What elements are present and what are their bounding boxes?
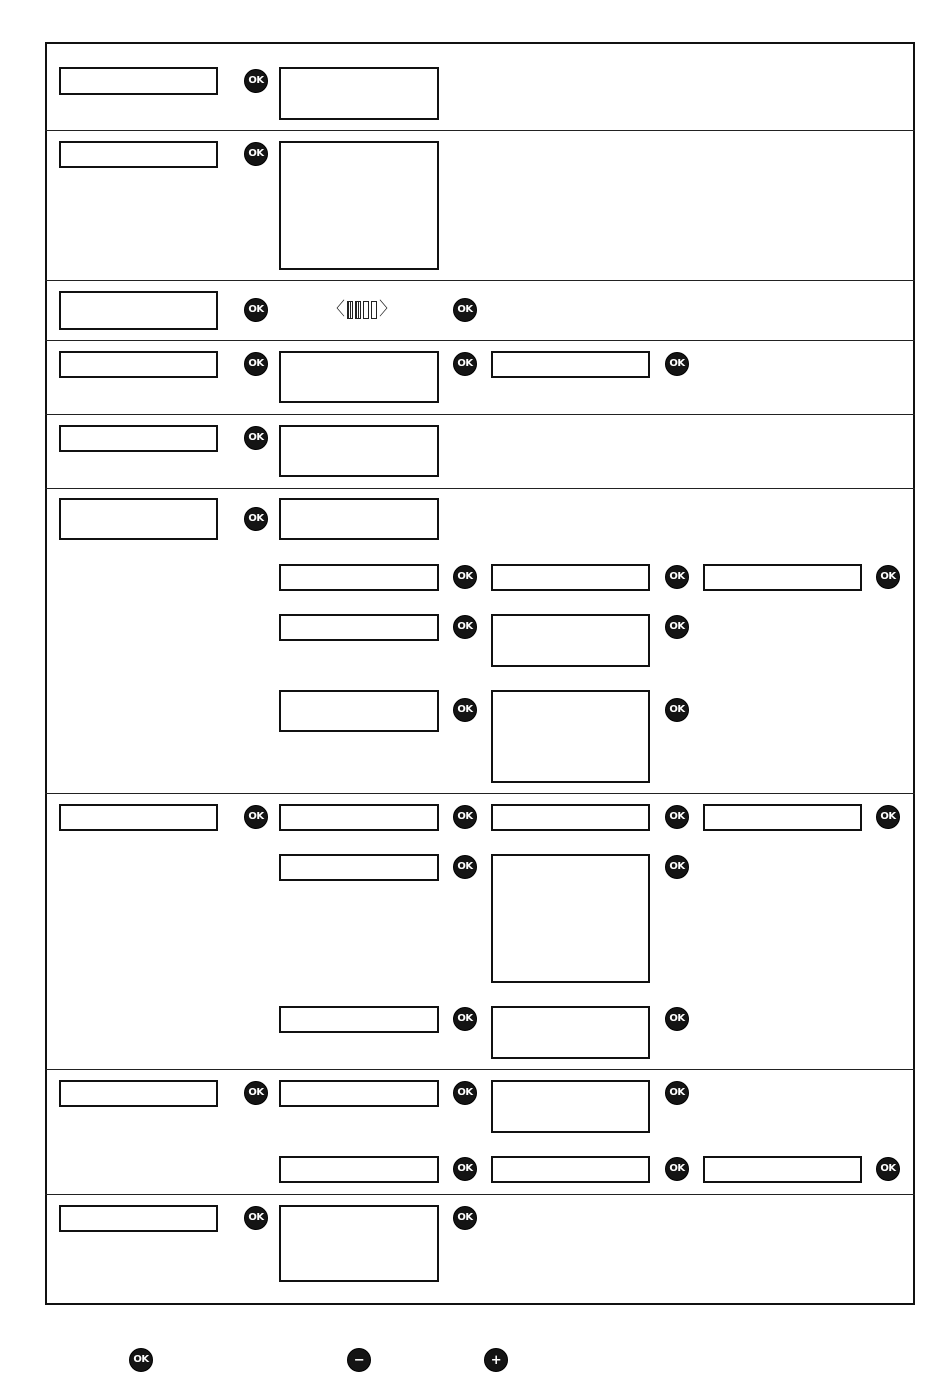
- ok-button-icon[interactable]: OK: [665, 565, 689, 589]
- display-menu-item: [279, 564, 439, 591]
- ok-button-icon[interactable]: OK: [244, 507, 268, 531]
- display-screen: [491, 690, 650, 783]
- level-segment: [371, 301, 377, 319]
- display-menu-item: [279, 1156, 439, 1183]
- ok-button-icon[interactable]: OK: [453, 855, 477, 879]
- display-screen: [491, 854, 650, 983]
- display-screen: [491, 1080, 650, 1133]
- display-menu-item: [703, 804, 862, 831]
- ok-button-icon[interactable]: OK: [665, 1081, 689, 1105]
- ok-button-icon[interactable]: OK: [876, 1157, 900, 1181]
- legend-plus-button-icon: +: [484, 1348, 508, 1372]
- display-menu-item: [491, 1156, 650, 1183]
- row-divider: [45, 1194, 915, 1195]
- ok-button-icon[interactable]: OK: [453, 698, 477, 722]
- display-menu-item: [279, 854, 439, 881]
- ok-button-icon[interactable]: OK: [665, 615, 689, 639]
- ok-button-icon[interactable]: OK: [665, 855, 689, 879]
- ok-button-icon[interactable]: OK: [453, 805, 477, 829]
- display-menu-item: [279, 614, 439, 641]
- ok-button-icon[interactable]: OK: [665, 1157, 689, 1181]
- display-menu-item: [279, 690, 439, 732]
- display-menu-item: [59, 141, 218, 168]
- row-divider: [45, 793, 915, 794]
- display-screen: [491, 614, 650, 667]
- ok-button-icon[interactable]: OK: [665, 352, 689, 376]
- display-screen: [279, 1205, 439, 1282]
- ok-button-icon[interactable]: OK: [453, 1007, 477, 1031]
- row-divider: [45, 1069, 915, 1070]
- ok-button-icon[interactable]: OK: [453, 1206, 477, 1230]
- legend-ok-button-icon: OK: [129, 1348, 153, 1372]
- display-menu-item: [279, 804, 439, 831]
- display-menu-item: [279, 1080, 439, 1107]
- ok-button-icon[interactable]: OK: [244, 426, 268, 450]
- display-menu-item: [59, 351, 218, 378]
- row-divider: [45, 488, 915, 489]
- ok-button-icon[interactable]: OK: [244, 352, 268, 376]
- chevron-right-icon: 〉: [379, 299, 397, 320]
- row-divider: [45, 340, 915, 341]
- ok-button-icon[interactable]: OK: [453, 1157, 477, 1181]
- display-menu-item: [59, 67, 218, 95]
- display-screen: [279, 141, 439, 270]
- display-screen: [279, 425, 439, 477]
- ok-button-icon[interactable]: OK: [876, 805, 900, 829]
- display-menu-item: [59, 498, 218, 540]
- display-screen: [279, 67, 439, 120]
- display-menu-item: [491, 564, 650, 591]
- ok-button-icon[interactable]: OK: [453, 565, 477, 589]
- ok-button-icon[interactable]: OK: [665, 1007, 689, 1031]
- display-menu-item: [703, 564, 862, 591]
- ok-button-icon[interactable]: OK: [665, 805, 689, 829]
- ok-button-icon[interactable]: OK: [665, 698, 689, 722]
- ok-button-icon[interactable]: OK: [244, 142, 268, 166]
- chevron-left-icon: 〈: [327, 299, 345, 320]
- level-segment: [363, 301, 369, 319]
- display-menu-item: [59, 291, 218, 330]
- level-indicator: [327, 298, 397, 322]
- display-menu-item: [491, 351, 650, 378]
- ok-button-icon[interactable]: OK: [453, 352, 477, 376]
- display-menu-item: [59, 1205, 218, 1232]
- menu-flow-frame: [45, 42, 915, 1305]
- display-menu-item: [279, 1006, 439, 1033]
- row-divider: [45, 280, 915, 281]
- legend-minus-button-icon: −: [347, 1348, 371, 1372]
- row-divider: [45, 130, 915, 131]
- ok-button-icon[interactable]: OK: [876, 565, 900, 589]
- display-menu-item: [59, 804, 218, 831]
- ok-button-icon[interactable]: OK: [453, 615, 477, 639]
- display-screen: [279, 351, 439, 403]
- ok-button-icon[interactable]: OK: [453, 1081, 477, 1105]
- display-menu-item: [703, 1156, 862, 1183]
- ok-button-icon[interactable]: OK: [244, 1081, 268, 1105]
- display-screen: [279, 498, 439, 540]
- level-segment: [347, 301, 353, 319]
- ok-button-icon[interactable]: OK: [244, 805, 268, 829]
- display-screen: [491, 1006, 650, 1059]
- ok-button-icon[interactable]: OK: [244, 69, 268, 93]
- ok-button-icon[interactable]: OK: [244, 1206, 268, 1230]
- display-menu-item: [59, 1080, 218, 1107]
- ok-button-icon[interactable]: OK: [244, 298, 268, 322]
- row-divider: [45, 414, 915, 415]
- level-segment: [355, 301, 361, 319]
- display-menu-item: [491, 804, 650, 831]
- ok-button-icon[interactable]: OK: [453, 298, 477, 322]
- display-menu-item: [59, 425, 218, 452]
